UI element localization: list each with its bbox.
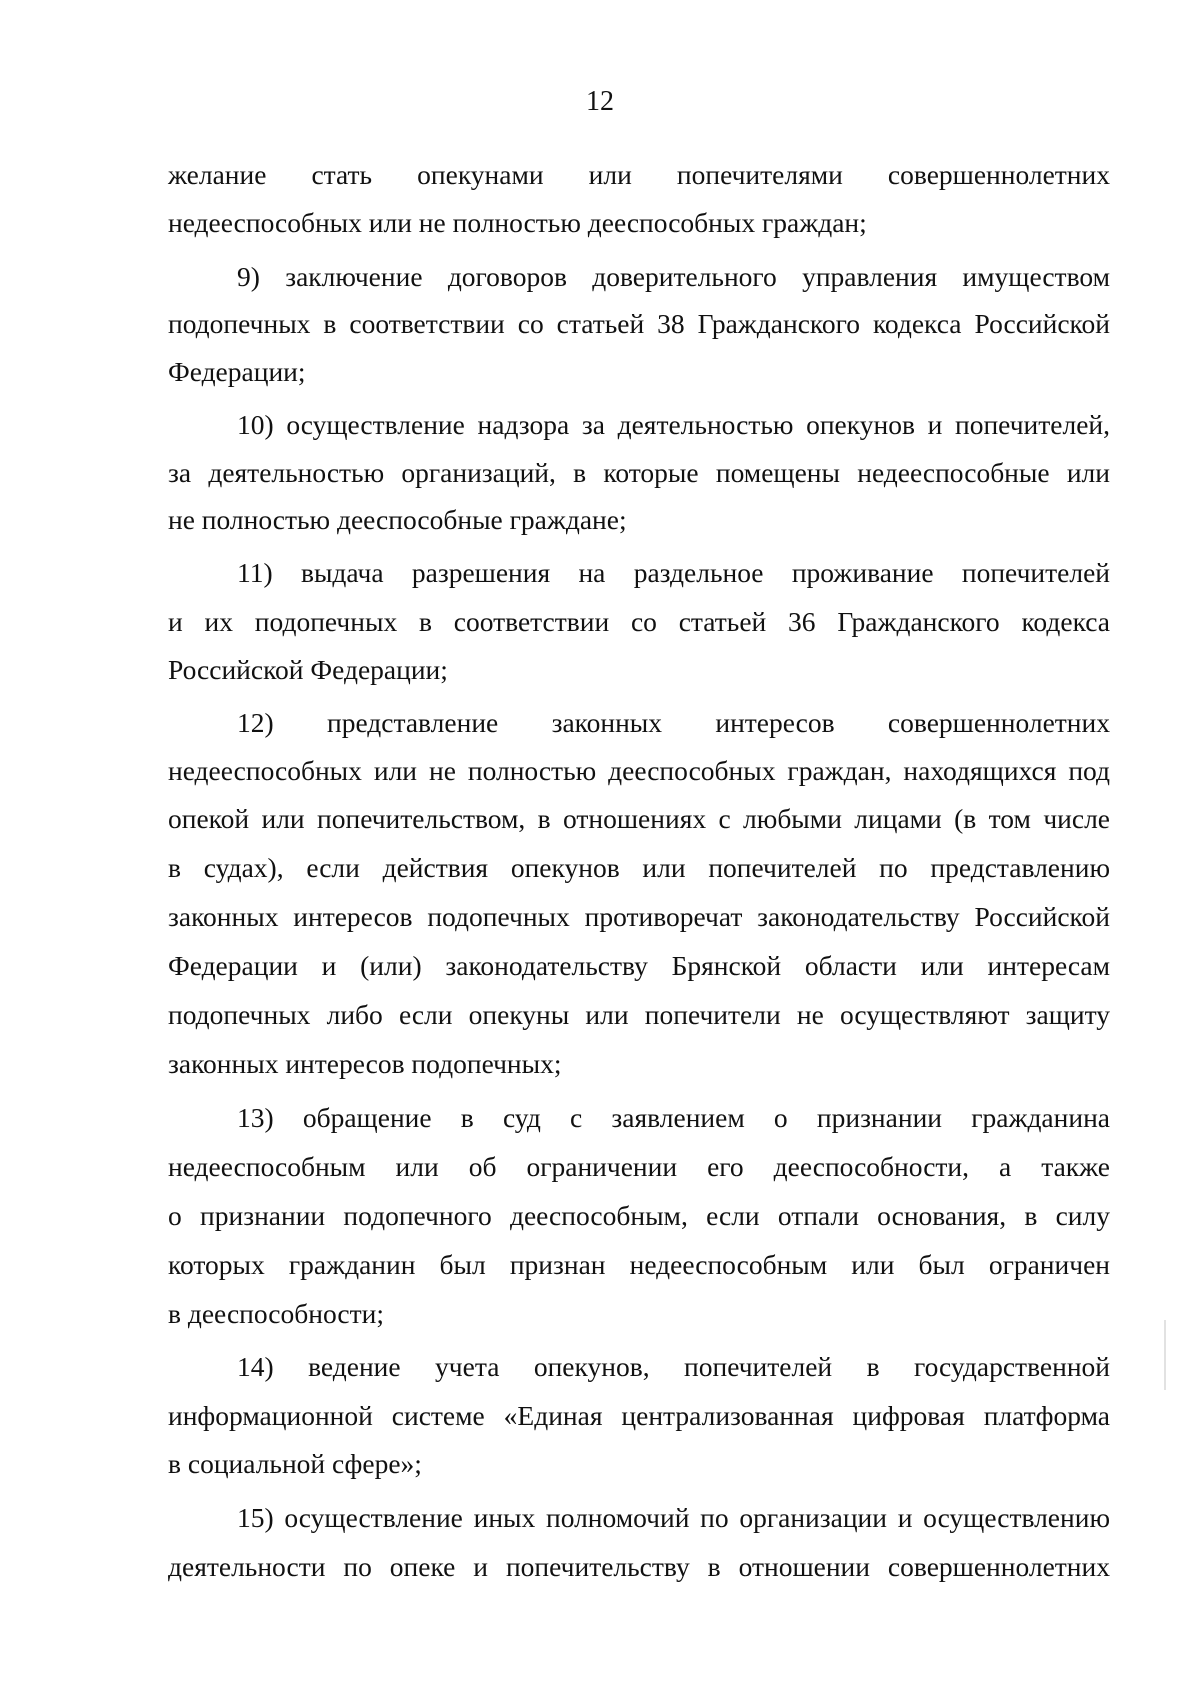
text-line: Федерации и (или) законодательству Брянской области или интересам <box>168 950 1110 981</box>
text-line: подопечных в соответствии со статьей 38 Гражданского кодекса Российской <box>168 308 1110 339</box>
text-line: Российской Федерации; <box>168 654 448 685</box>
text-line: 12) представление законных интересов совершеннолетних <box>237 707 1110 738</box>
text-line: которых гражданин был признан недееспособным или был ограничен <box>168 1249 1110 1280</box>
text-line: подопечных либо если опекуны или попечители не осуществляют защиту <box>168 999 1110 1030</box>
text-line: информационной системе «Единая централизованная цифровая платформа <box>168 1400 1110 1431</box>
text-line: в судах), если действия опекунов или попечителей по представлению <box>168 852 1110 883</box>
text-line: о признании подопечного дееспособным, если отпали основания, в силу <box>168 1200 1110 1231</box>
text-line: не полностью дееспособные граждане; <box>168 504 627 535</box>
text-line: 13) обращение в суд с заявлением о признании гражданина <box>237 1102 1110 1133</box>
text-line: за деятельностью организаций, в которые помещены недееспособные или <box>168 457 1110 488</box>
text-line: недееспособным или об ограничении его дееспособности, а также <box>168 1151 1110 1182</box>
text-line: 9) заключение договоров доверительного управления имуществом <box>237 261 1110 292</box>
page-number: 12 <box>586 86 614 117</box>
scan-edge-mark <box>1164 1320 1166 1390</box>
text-line: 14) ведение учета опекунов, попечителей в государственной <box>237 1351 1110 1382</box>
text-line: законных интересов подопечных; <box>168 1048 562 1079</box>
text-line: 11) выдача разрешения на раздельное проживание попечителей <box>237 557 1110 588</box>
text-line: деятельности по опеке и попечительству в отношении совершеннолетних <box>168 1551 1110 1582</box>
text-line: опекой или попечительством, в отношениях с любыми лицами (в том числе <box>168 803 1110 834</box>
text-line: недееспособных или не полностью дееспособных граждан; <box>168 207 867 238</box>
text-line: 10) осуществление надзора за деятельностью опекунов и попечителей, <box>237 409 1110 440</box>
text-line: и их подопечных в соответствии со статьей 36 Гражданского кодекса <box>168 606 1110 637</box>
text-line: Федерации; <box>168 356 306 387</box>
text-line: в социальной сфере»; <box>168 1448 422 1479</box>
text-line: законных интересов подопечных противоречат законодательству Российской <box>168 901 1110 932</box>
text-line: недееспособных или не полностью дееспособных граждан, находящихся под <box>168 755 1110 786</box>
text-line: желание стать опекунами или попечителями совершеннолетних <box>168 159 1110 190</box>
text-line: в дееспособности; <box>168 1298 384 1329</box>
text-line: 15) осуществление иных полномочий по организации и осуществлению <box>237 1502 1110 1533</box>
